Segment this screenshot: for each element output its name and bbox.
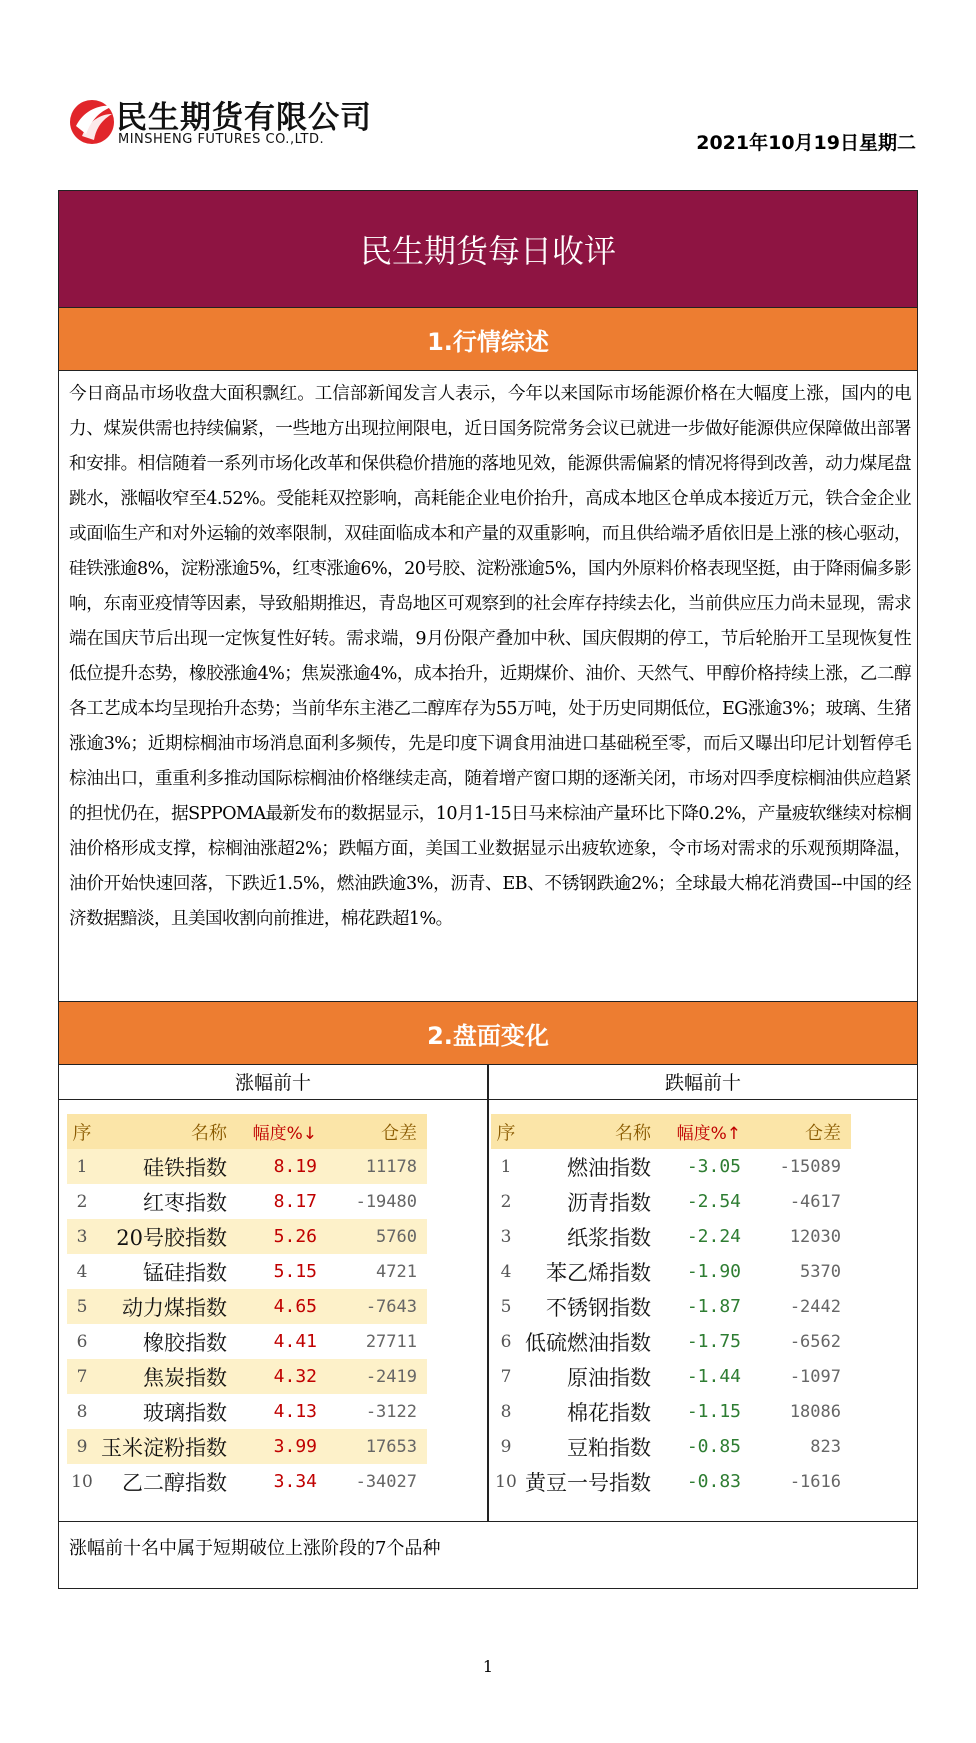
gainers-title: 涨幅前十 bbox=[59, 1064, 487, 1100]
table-row bbox=[67, 1219, 427, 1254]
col-index-header: 序 bbox=[496, 1122, 516, 1144]
ranking-tables bbox=[59, 1064, 917, 1522]
section-board-changes-heading: 2.盘面变化 bbox=[59, 1001, 917, 1065]
row-change: -1.90 bbox=[686, 1261, 741, 1282]
row-index: 1 bbox=[500, 1156, 512, 1177]
row-position: 27711 bbox=[365, 1331, 417, 1352]
row-change: 4.65 bbox=[273, 1296, 317, 1317]
row-change: -1.15 bbox=[686, 1401, 741, 1422]
row-position: -34027 bbox=[355, 1471, 417, 1492]
table-row bbox=[491, 1394, 851, 1429]
row-change: 4.13 bbox=[273, 1401, 317, 1422]
gainers-table bbox=[67, 1114, 427, 1499]
row-position: -1616 bbox=[789, 1471, 841, 1492]
row-position: 5370 bbox=[800, 1261, 841, 1282]
row-change: -1.87 bbox=[686, 1296, 741, 1317]
row-name: 燃油指数 bbox=[567, 1155, 651, 1180]
row-name: 动力煤指数 bbox=[122, 1295, 227, 1320]
report-date: 2021年10月19日星期二 bbox=[696, 132, 916, 154]
row-change: -3.05 bbox=[686, 1156, 741, 1177]
row-change: 8.19 bbox=[273, 1156, 317, 1177]
row-index: 2 bbox=[500, 1191, 512, 1212]
row-name: 苯乙烯指数 bbox=[546, 1260, 651, 1285]
row-name: 棉花指数 bbox=[567, 1400, 651, 1425]
col-name-header: 名称 bbox=[615, 1122, 651, 1144]
table-row bbox=[67, 1359, 427, 1394]
row-index: 9 bbox=[76, 1436, 88, 1457]
minsheng-logo-icon bbox=[66, 92, 122, 148]
table-row bbox=[491, 1359, 851, 1394]
row-change: -0.83 bbox=[686, 1471, 741, 1492]
col-change-header: 幅度%↓ bbox=[252, 1124, 317, 1144]
company-name-cn: 民生期货有限公司 bbox=[116, 100, 372, 136]
report-title: 民生期货每日收评 bbox=[59, 191, 917, 308]
row-change: 4.41 bbox=[273, 1331, 317, 1352]
row-position: 5760 bbox=[376, 1226, 417, 1247]
row-name: 橡胶指数 bbox=[143, 1330, 227, 1355]
table-row bbox=[491, 1464, 851, 1499]
row-name: 乙二醇指数 bbox=[122, 1470, 227, 1495]
row-index: 7 bbox=[76, 1366, 88, 1387]
row-index: 6 bbox=[76, 1331, 88, 1352]
row-index: 3 bbox=[500, 1226, 512, 1247]
row-index: 8 bbox=[76, 1401, 88, 1422]
row-name: 锰硅指数 bbox=[143, 1260, 227, 1285]
company-name-en: MINSHENG FUTURES CO.,LTD. bbox=[118, 132, 325, 147]
losers-header-row bbox=[491, 1114, 851, 1149]
row-position: 11178 bbox=[365, 1156, 417, 1177]
row-position: -7643 bbox=[365, 1296, 417, 1317]
row-name: 硅铁指数 bbox=[143, 1155, 227, 1180]
row-change: -0.85 bbox=[686, 1436, 741, 1457]
row-name: 纸浆指数 bbox=[567, 1225, 651, 1250]
row-position: -15089 bbox=[779, 1156, 841, 1177]
col-index-header: 序 bbox=[72, 1122, 92, 1144]
row-index: 1 bbox=[76, 1156, 88, 1177]
table-row bbox=[67, 1464, 427, 1499]
row-change: 4.32 bbox=[273, 1366, 317, 1387]
row-name: 焦炭指数 bbox=[143, 1365, 227, 1390]
row-index: 9 bbox=[500, 1436, 512, 1457]
row-position: -6562 bbox=[789, 1331, 841, 1352]
row-index: 4 bbox=[500, 1261, 512, 1282]
market-summary-text: 今日商品市场收盘大面积飘红。工信部新闻发言人表示，今年以来国际市场能源价格在大幅度上涨，国内的电力、煤炭供需也持续偏紧，一些地方出现拉闸限电，近日国务院常务会议已就进一步做好能源供应保障做出部署和安排。相信随着一系列市场化改革和保供稳价措施的落地见效，能源供需偏紧的情况将得到改善，动力煤尾盘跳水，涨幅收窄至4.52%。受能耗双控影响，高耗能企业电价抬升，高成本地区仓单成本接近万元，铁合金企业或面临生产和对外运输的效率限制，双硅面临成本和产量的双重影响，而且供给端矛盾依旧是上涨的核心驱动，硅铁涨逾8%，淀粉涨逾5%，红枣涨逾6%，20号胶、淀粉涨逾5%，国内外原料价格表现坚挺，由于降雨偏多影响，东南亚疫情等因素，导致船期推迟，青岛地区可观察到的社会库存持续去化，当前供应压力尚未显现，需求端在国庆节后出现一定恢复性好转。需求端，9月份限产叠加中秋、国庆假期的停工，节后轮胎开工呈现恢复性低位提升态势，橡胶涨逾4%；焦炭涨逾4%，成本抬升，近期煤价、油价、天然气、甲醇价格持续上涨，乙二醇各工艺成本均呈现抬升态势；当前华东主港乙二醇库存为55万吨，处于历史同期低位，EG涨逾3%；玻璃、生猪涨逾3%；近期棕榈油市场消息面利多频传，先是印度下调食用油进口基础税至零，而后又曝出印尼计划暂停毛棕油出口，重重利多推动国际棕榈油价格继续走高，随着增产窗口期的逐渐关闭，市场对四季度棕榈油供应趋紧的担忧仍在，据SPPOMA最新发布的数据显示，10月1-15日马来棕油产量环比下降0.2%，产量疲软继续对棕榈油价格形成支撑，棕榈油涨超2%；跌幅方面，美国工业数据显示出疲软迹象，令市场对需求的乐观预期降温，油价开始快速回落，下跌近1.5%，燃油跌逾3%，沥青、EB、不锈钢跌逾2%；全球最大棉花消费国--中国的经济数据黯淡，且美国收割向前推进，棉花跌超1%。 bbox=[69, 384, 911, 929]
table-row bbox=[67, 1394, 427, 1429]
row-index: 5 bbox=[76, 1296, 88, 1317]
row-change: 3.99 bbox=[273, 1436, 317, 1457]
row-name: 红枣指数 bbox=[143, 1190, 227, 1215]
report-frame bbox=[58, 190, 918, 1589]
row-index: 6 bbox=[500, 1331, 512, 1352]
table-row bbox=[491, 1219, 851, 1254]
row-position: -3122 bbox=[365, 1401, 417, 1422]
section-market-summary-heading: 1.行情综述 bbox=[59, 307, 917, 371]
row-index: 5 bbox=[500, 1296, 512, 1317]
row-change: 8.17 bbox=[273, 1191, 317, 1212]
table-row bbox=[491, 1254, 851, 1289]
row-name: 黄豆一号指数 bbox=[525, 1470, 651, 1495]
row-change: -1.44 bbox=[686, 1366, 741, 1387]
row-change: -2.24 bbox=[686, 1226, 741, 1247]
col-position-header: 仓差 bbox=[381, 1122, 417, 1144]
row-change: 5.26 bbox=[273, 1226, 317, 1247]
page-number: 1 bbox=[482, 1657, 494, 1676]
table-row bbox=[491, 1324, 851, 1359]
table-row bbox=[491, 1429, 851, 1464]
table-row bbox=[67, 1149, 427, 1184]
row-index: 3 bbox=[76, 1226, 88, 1247]
table-row bbox=[491, 1149, 851, 1184]
row-change: -2.54 bbox=[686, 1191, 741, 1212]
row-index: 4 bbox=[76, 1261, 88, 1282]
row-change: -1.75 bbox=[686, 1331, 741, 1352]
row-position: 17653 bbox=[365, 1436, 417, 1457]
row-name: 沥青指数 bbox=[567, 1190, 651, 1215]
row-position: 18086 bbox=[789, 1401, 841, 1422]
row-position: 823 bbox=[810, 1436, 841, 1457]
row-position: -2419 bbox=[365, 1366, 417, 1387]
row-name: 20号胶指数 bbox=[116, 1225, 227, 1250]
losers-table bbox=[491, 1114, 851, 1499]
row-position: -2442 bbox=[789, 1296, 841, 1317]
row-position: 4721 bbox=[376, 1261, 417, 1282]
row-position: 12030 bbox=[789, 1226, 841, 1247]
row-name: 原油指数 bbox=[567, 1365, 651, 1390]
row-index: 10 bbox=[71, 1471, 93, 1492]
row-change: 3.34 bbox=[273, 1471, 317, 1492]
row-name: 玻璃指数 bbox=[143, 1400, 227, 1425]
row-index: 7 bbox=[500, 1366, 512, 1387]
row-position: -19480 bbox=[355, 1191, 417, 1212]
row-change: 5.15 bbox=[273, 1261, 317, 1282]
breakout-note: 涨幅前十名中属于短期破位上涨阶段的7个品种 bbox=[69, 1538, 441, 1559]
page-header bbox=[0, 0, 976, 170]
gainers-header-row bbox=[67, 1114, 427, 1149]
row-index: 2 bbox=[76, 1191, 88, 1212]
row-name: 不锈钢指数 bbox=[546, 1295, 651, 1320]
table-row bbox=[491, 1289, 851, 1324]
col-name-header: 名称 bbox=[191, 1122, 227, 1144]
table-row bbox=[67, 1254, 427, 1289]
row-index: 10 bbox=[495, 1471, 517, 1492]
table-row bbox=[67, 1289, 427, 1324]
row-position: -1097 bbox=[789, 1366, 841, 1387]
row-index: 8 bbox=[500, 1401, 512, 1422]
table-row bbox=[491, 1184, 851, 1219]
row-position: -4617 bbox=[789, 1191, 841, 1212]
column-divider bbox=[487, 1064, 489, 1521]
company-logo bbox=[66, 92, 372, 152]
col-position-header: 仓差 bbox=[805, 1122, 841, 1144]
table-row bbox=[67, 1324, 427, 1359]
table-row bbox=[67, 1429, 427, 1464]
table-row bbox=[67, 1184, 427, 1219]
row-name: 豆粕指数 bbox=[567, 1435, 651, 1460]
row-name: 低硫燃油指数 bbox=[525, 1330, 651, 1355]
col-change-header: 幅度%↑ bbox=[676, 1124, 741, 1144]
row-name: 玉米淀粉指数 bbox=[101, 1435, 227, 1460]
losers-title: 跌幅前十 bbox=[489, 1064, 917, 1100]
